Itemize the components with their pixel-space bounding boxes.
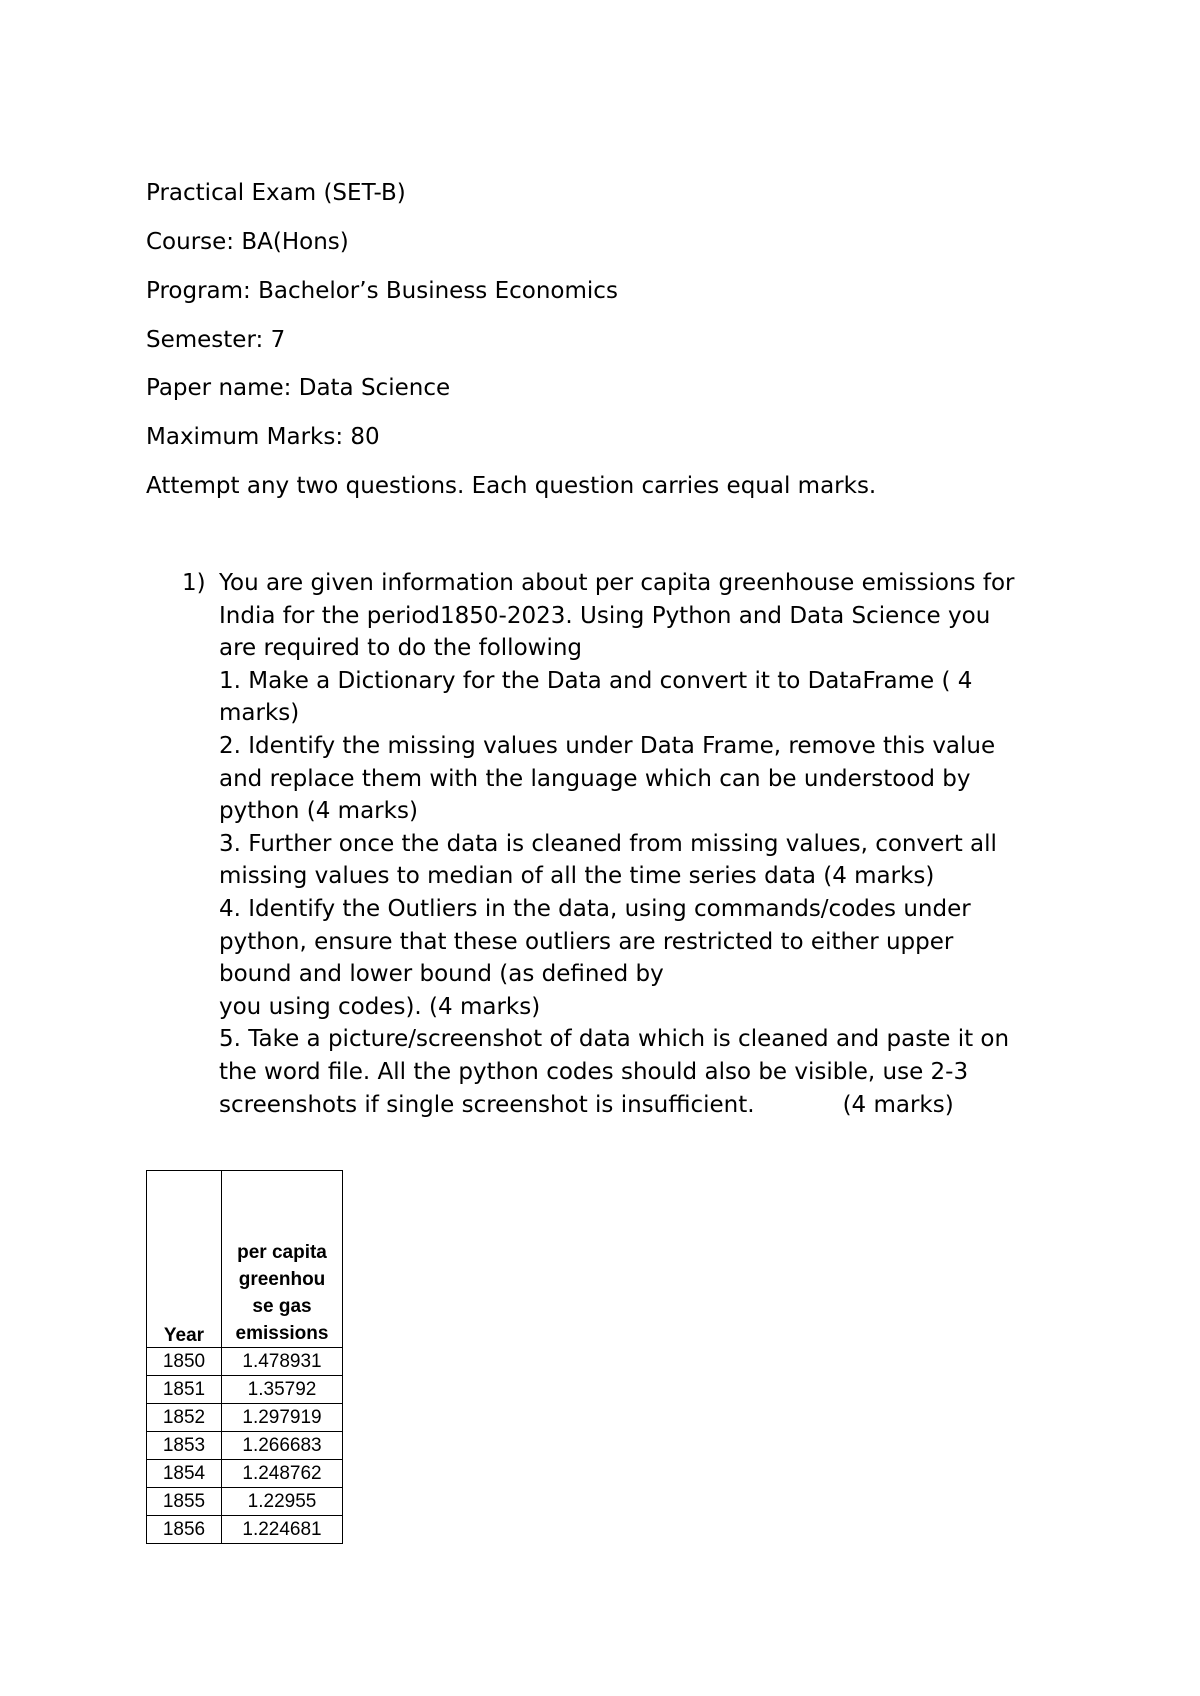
year-cell: 1854 [147,1460,222,1488]
paper-name-line: Paper name: Data Science [146,375,451,401]
header-line: emissions [235,1323,329,1344]
question-line: 3. Further once the data is cleaned from missing values, convert all [219,830,997,857]
year-cell: 1852 [147,1404,222,1432]
year-cell: 1851 [147,1376,222,1404]
question-line: missing values to median of all the time series data (4 marks) [219,863,935,890]
question-line: 2. Identify the missing values under Data Frame, remove this value [219,732,996,759]
table-header-row [147,1171,343,1348]
value-cell: 1.478931 [222,1348,343,1376]
question-line: 1. Make a Dictionary for the Data and convert it to DataFrame ( 4 [219,667,973,694]
maximum-marks-line: Maximum Marks: 80 [146,424,380,450]
header-line: per capita [237,1242,327,1263]
program-line: Program: Bachelor’s Business Economics [146,278,618,304]
question-line: are required to do the following [219,635,583,662]
exam-title: Practical Exam (SET-B) [146,180,406,206]
table-row [147,1460,343,1488]
question-text [219,567,1099,1121]
value-cell: 1.248762 [222,1460,343,1488]
table-row [147,1376,343,1404]
question-line: you using codes). (4 marks) [219,993,541,1020]
table-row [147,1488,343,1516]
header-line: se gas [252,1296,312,1317]
value-cell: 1.266683 [222,1432,343,1460]
question-line: You are given information about per capita greenhouse emissions for [219,570,1015,596]
question-line: bound and lower bound (as defined by [219,961,664,988]
question-line: India for the period1850-2023. Using Python and Data Science you [219,602,991,629]
question-line: screenshots if single screenshot is insufficient. [219,1091,755,1118]
year-cell: 1850 [147,1348,222,1376]
table-row [147,1432,343,1460]
question-line: marks) [219,700,300,727]
table-row [147,1404,343,1432]
question-line: 4. Identify the Outliers in the data, using commands/codes under [219,895,971,922]
value-cell: 1.297919 [222,1404,343,1432]
question-line-last [219,1089,1099,1122]
question-line: python, ensure that these outliers are restricted to either upper [219,928,954,955]
emissions-column-header [222,1171,343,1348]
question-number: 1) [182,570,206,596]
last-marks: (4 marks) [842,1091,954,1118]
year-cell: 1855 [147,1488,222,1516]
year-cell: 1856 [147,1516,222,1544]
header-line: greenhou [238,1269,326,1290]
semester-line: Semester: 7 [146,327,286,353]
course-line: Course: BA(Hons) [146,229,349,255]
question-line: and replace them with the language which can be understood by [219,765,971,792]
question-line: the word file. All the python codes should also be visible, use 2-3 [219,1058,969,1085]
year-cell: 1853 [147,1432,222,1460]
table-row [147,1516,343,1544]
question-line: python (4 marks) [219,798,418,825]
table-row [147,1348,343,1376]
emissions-table [146,1170,343,1544]
year-column-header: Year [147,1171,222,1348]
value-cell: 1.35792 [222,1376,343,1404]
value-cell: 1.224681 [222,1516,343,1544]
value-cell: 1.22955 [222,1488,343,1516]
question-line: 5. Take a picture/screenshot of data which is cleaned and paste it on [219,1026,1010,1053]
instructions-line: Attempt any two questions. Each question carries equal marks. [146,473,877,499]
